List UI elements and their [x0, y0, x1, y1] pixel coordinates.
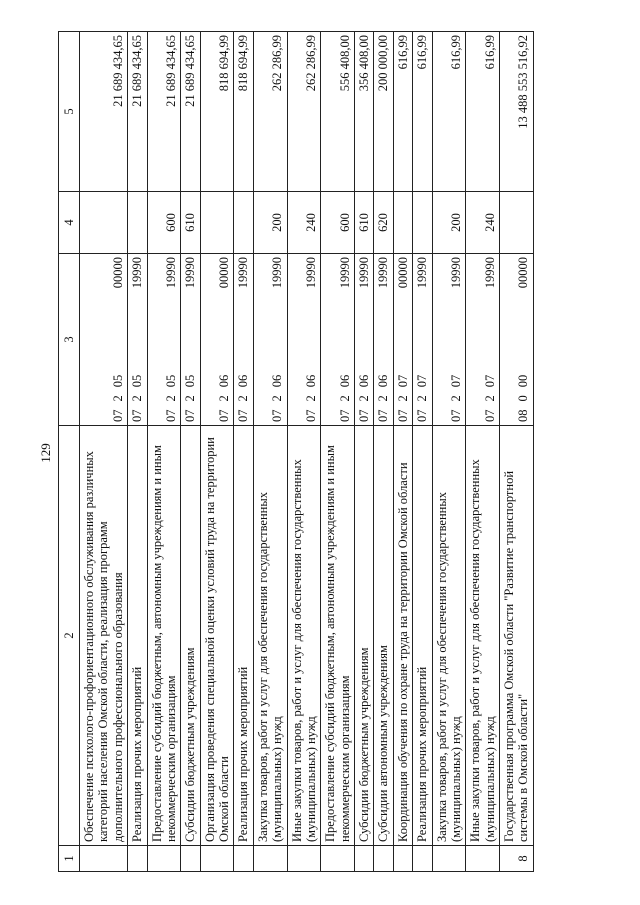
code-part: 19990: [357, 257, 371, 289]
row-number-cell: [374, 846, 393, 872]
code-parts: [217, 257, 231, 422]
code-part: 07: [130, 409, 145, 422]
item-name-cell: Организация проведения специальной оценки условий труда на территории Омской области: [200, 426, 234, 846]
code-part: 19990: [236, 257, 251, 289]
code-part: 2: [337, 395, 352, 402]
row-number-cell: [253, 846, 287, 872]
row-number-cell: [466, 846, 500, 872]
expense-type-cell: 600: [321, 192, 355, 254]
code-part: 07: [482, 409, 497, 422]
classification-code-cell: [234, 254, 253, 426]
code-part: 2: [482, 395, 497, 402]
code-parts: [304, 257, 318, 422]
code-part: 05: [163, 374, 178, 388]
item-name-cell: Реализация прочих мероприятий: [128, 426, 147, 846]
code-part: 07: [415, 409, 430, 422]
code-part: 07: [482, 374, 497, 388]
code-part: 2: [270, 395, 285, 402]
table-row: [432, 32, 466, 872]
code-part: 06: [337, 374, 352, 388]
code-part: 07: [395, 409, 410, 422]
item-name-cell: Субсидии автономным учреждениям: [374, 426, 393, 846]
row-number-cell: [200, 846, 234, 872]
item-name-cell: Предоставление субсидий бюджетным, автономным учреждениям и иным некоммерческим организациям: [147, 426, 181, 846]
table-row: [128, 32, 147, 872]
code-parts: [376, 257, 390, 422]
code-parts: [183, 257, 197, 422]
code-part: 07: [376, 409, 391, 422]
classification-code-cell: [432, 254, 466, 426]
table-row: [321, 32, 355, 872]
code-part: 06: [376, 374, 391, 388]
code-parts: [164, 257, 178, 422]
row-number-cell: 8: [500, 846, 534, 872]
code-part: 07: [217, 409, 231, 422]
table-row: [393, 32, 412, 872]
column-header: 5: [59, 32, 80, 192]
code-parts: [270, 257, 284, 422]
amount-cell: 616,99: [393, 32, 412, 192]
table-body: [80, 32, 534, 872]
expense-type-cell: 600: [147, 192, 181, 254]
code-part: 2: [303, 395, 318, 402]
expense-type-cell: [128, 192, 147, 254]
classification-code-cell: [253, 254, 287, 426]
code-part: 07: [448, 409, 463, 422]
code-part: 00000: [110, 257, 125, 289]
code-parts: [338, 257, 352, 422]
amount-cell: 556 408,00: [321, 32, 355, 192]
code-part: 19990: [337, 257, 352, 289]
code-part: 0: [516, 395, 531, 402]
code-part: 07: [110, 409, 125, 422]
amount-cell: 262 286,99: [253, 32, 287, 192]
classification-code-cell: [413, 254, 432, 426]
amount-cell: 21 689 434,65: [128, 32, 147, 192]
expense-type-cell: 610: [181, 192, 200, 254]
amount-cell: 616,99: [413, 32, 432, 192]
row-number-cell: [181, 846, 200, 872]
item-name-cell: Иные закупки товаров, работ и услуг для обеспечения государственных (муниципальных) нужд: [466, 426, 500, 846]
expense-type-cell: [234, 192, 253, 254]
item-name-cell: Государственная программа Омской области "Развитие транспортной системы в Омской области": [500, 426, 534, 846]
code-part: 19990: [415, 257, 430, 289]
code-part: 07: [448, 374, 463, 388]
code-part: 07: [270, 409, 285, 422]
code-part: 07: [415, 374, 430, 388]
row-number-cell: [128, 846, 147, 872]
item-name-cell: Обеспечение психолого-профориентационного обслуживания различных категорий населения Омской области, реализация программ дополнительного профессионального образования: [80, 426, 128, 846]
row-number-cell: [432, 846, 466, 872]
expense-type-cell: 240: [466, 192, 500, 254]
code-part: 19990: [376, 257, 391, 289]
table-row: [80, 32, 128, 872]
code-part: 07: [163, 409, 178, 422]
code-parts: [516, 257, 530, 422]
code-part: 2: [163, 395, 178, 402]
row-number-cell: [287, 846, 321, 872]
code-part: 2: [376, 395, 391, 402]
table-row: [355, 32, 374, 872]
code-part: 05: [130, 374, 145, 388]
code-part: 19990: [448, 257, 463, 289]
column-header: 4: [59, 192, 80, 254]
row-number-cell: [147, 846, 181, 872]
code-part: 06: [303, 374, 318, 388]
item-name-cell: Реализация прочих мероприятий: [234, 426, 253, 846]
code-part: 2: [415, 395, 430, 402]
code-parts: [415, 257, 429, 422]
code-parts: [236, 257, 250, 422]
code-parts: [130, 257, 144, 422]
column-header: 2: [59, 426, 80, 846]
classification-code-cell: [287, 254, 321, 426]
amount-cell: 200 000,00: [374, 32, 393, 192]
row-number-cell: [393, 846, 412, 872]
code-part: 19990: [130, 257, 145, 289]
table-row: [200, 32, 234, 872]
row-number-cell: [80, 846, 128, 872]
table-row: [147, 32, 181, 872]
column-header: 3: [59, 254, 80, 426]
expense-type-cell: [413, 192, 432, 254]
classification-code-cell: [147, 254, 181, 426]
classification-code-cell: [181, 254, 200, 426]
code-part: 2: [130, 395, 145, 402]
code-part: 19990: [183, 257, 198, 289]
code-part: 19990: [163, 257, 178, 289]
amount-cell: 262 286,99: [287, 32, 321, 192]
code-part: 08: [516, 409, 531, 422]
expense-type-cell: 200: [432, 192, 466, 254]
classification-code-cell: [466, 254, 500, 426]
classification-code-cell: [321, 254, 355, 426]
item-name-cell: Субсидии бюджетным учреждениям: [181, 426, 200, 846]
code-part: 07: [303, 409, 318, 422]
code-part: 07: [337, 409, 352, 422]
code-part: 06: [357, 374, 371, 388]
classification-code-cell: [393, 254, 412, 426]
code-part: 2: [448, 395, 463, 402]
item-name-cell: Координация обучения по охране труда на территории Омской области: [393, 426, 412, 846]
row-number-cell: [234, 846, 253, 872]
expense-type-cell: 620: [374, 192, 393, 254]
code-part: 00000: [516, 257, 531, 289]
table-row: [234, 32, 253, 872]
table-row: [181, 32, 200, 872]
code-part: 00000: [395, 257, 410, 289]
code-part: 05: [183, 374, 198, 388]
code-part: 06: [236, 374, 251, 388]
amount-cell: 616,99: [466, 32, 500, 192]
classification-code-cell: [355, 254, 374, 426]
row-number-cell: [355, 846, 374, 872]
code-part: 2: [217, 395, 231, 402]
code-part: 00: [516, 374, 531, 388]
table-row: [500, 32, 534, 872]
classification-code-cell: [500, 254, 534, 426]
code-part: 19990: [303, 257, 318, 289]
table-row: [413, 32, 432, 872]
amount-cell: 21 689 434,65: [147, 32, 181, 192]
amount-cell: 13 488 553 516,92: [500, 32, 534, 192]
code-part: 07: [395, 374, 410, 388]
code-parts: [449, 257, 463, 422]
expense-type-cell: [200, 192, 234, 254]
code-part: 00000: [217, 257, 231, 289]
page-number: 129: [37, 443, 53, 463]
item-name-cell: Предоставление субсидий бюджетным, автономным учреждениям и иным некоммерческим организациям: [321, 426, 355, 846]
expense-type-cell: [500, 192, 534, 254]
item-name-cell: Закупка товаров, работ и услуг для обеспечения государственных (муниципальных) нужд: [253, 426, 287, 846]
amount-cell: 818 694,99: [234, 32, 253, 192]
classification-code-cell: [80, 254, 128, 426]
expense-type-cell: [80, 192, 128, 254]
code-parts: [111, 257, 125, 422]
table-row: [374, 32, 393, 872]
code-part: 2: [183, 395, 198, 402]
item-name-cell: Реализация прочих мероприятий: [413, 426, 432, 846]
row-number-cell: [321, 846, 355, 872]
amount-cell: 21 689 434,65: [181, 32, 200, 192]
item-name-cell: Субсидии бюджетным учреждениям: [355, 426, 374, 846]
classification-code-cell: [200, 254, 234, 426]
code-part: 07: [357, 409, 371, 422]
item-name-cell: Закупка товаров, работ и услуг для обеспечения государственных (муниципальных) нужд: [432, 426, 466, 846]
column-header: 1: [59, 846, 80, 872]
code-part: 06: [217, 374, 231, 388]
expense-type-cell: 240: [287, 192, 321, 254]
code-part: 07: [236, 409, 251, 422]
budget-table: [58, 31, 534, 872]
code-part: 06: [270, 374, 285, 388]
code-parts: [483, 257, 497, 422]
amount-cell: 616,99: [432, 32, 466, 192]
code-part: 2: [357, 395, 371, 402]
budget-table-rotated: [58, 32, 598, 872]
column-number-row: [59, 32, 80, 872]
expense-type-cell: 200: [253, 192, 287, 254]
code-parts: [396, 257, 410, 422]
code-part: 2: [236, 395, 251, 402]
expense-type-cell: 610: [355, 192, 374, 254]
amount-cell: 818 694,99: [200, 32, 234, 192]
table-row: [466, 32, 500, 872]
amount-cell: 356 408,00: [355, 32, 374, 192]
item-name-cell: Иные закупки товаров, работ и услуг для обеспечения государственных (муниципальных) нужд: [287, 426, 321, 846]
classification-code-cell: [128, 254, 147, 426]
expense-type-cell: [393, 192, 412, 254]
code-part: 05: [110, 374, 125, 388]
classification-code-cell: [374, 254, 393, 426]
code-part: 2: [110, 395, 125, 402]
code-part: 19990: [270, 257, 285, 289]
row-number-cell: [413, 846, 432, 872]
table-row: [287, 32, 321, 872]
code-part: 07: [183, 409, 198, 422]
code-part: 2: [395, 395, 410, 402]
table-row: [253, 32, 287, 872]
code-parts: [357, 257, 371, 422]
code-part: 19990: [482, 257, 497, 289]
amount-cell: 21 689 434,65: [80, 32, 128, 192]
